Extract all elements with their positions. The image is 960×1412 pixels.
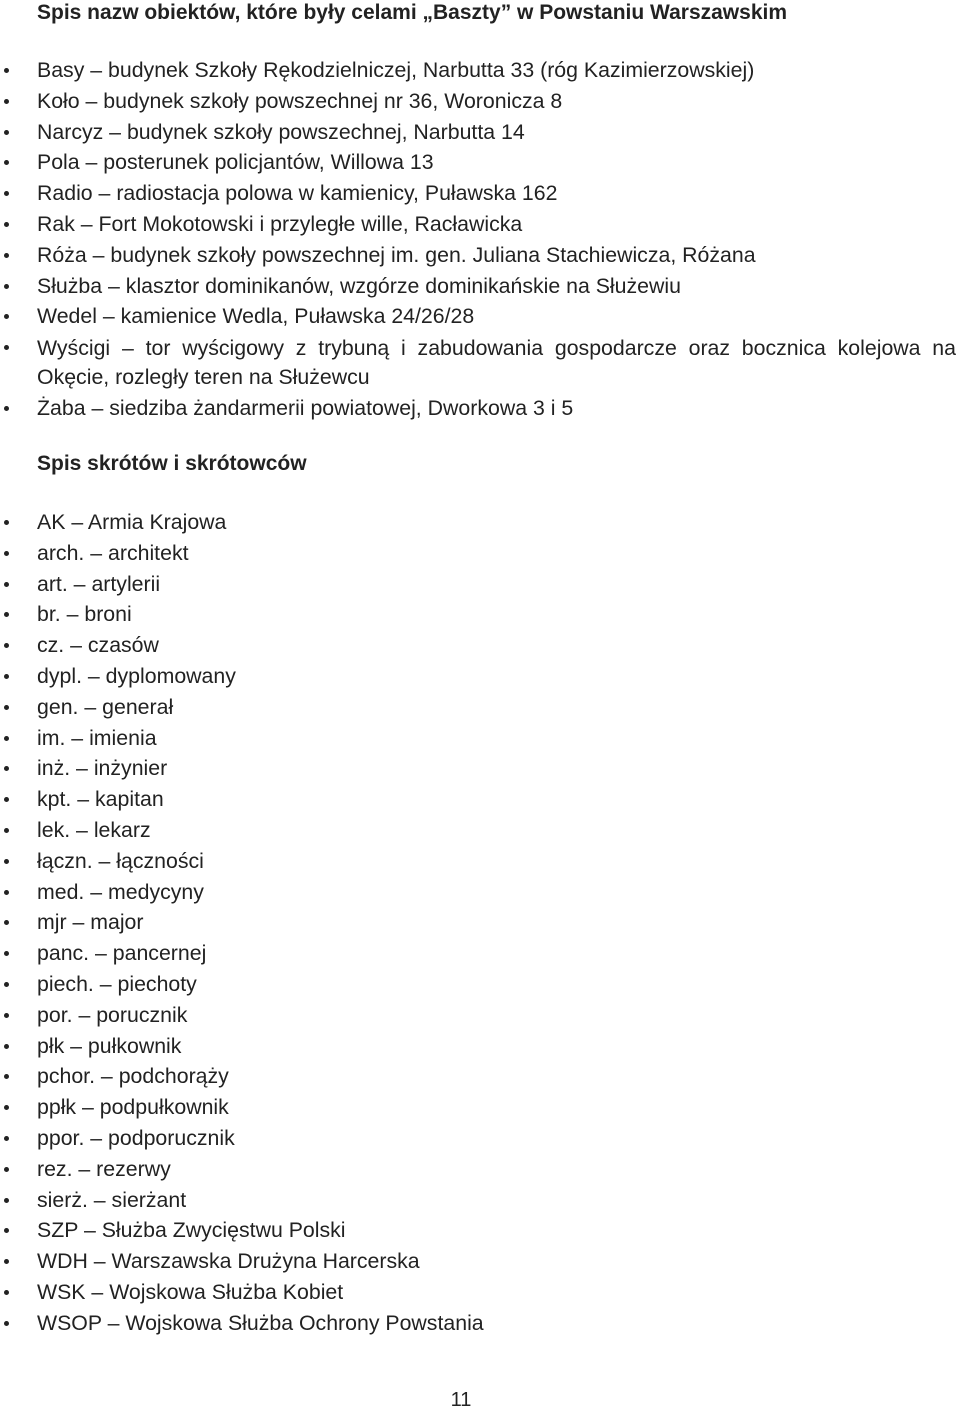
list-item: art. – artylerii [0,569,960,600]
list-item: panc. – pancernej [0,938,960,969]
list-item: im. – imienia [0,723,960,754]
list-item: SZP – Służba Zwycięstwu Polski [0,1215,960,1246]
list-item: WSK – Wojskowa Służba Kobiet [0,1277,960,1308]
list-item: piech. – piechoty [0,969,960,1000]
list-item: AK – Armia Krajowa [0,507,960,538]
abbreviations-list [0,507,960,1339]
list-item: dypl. – dyplomowany [0,661,960,692]
list-item: med. – medycyny [0,877,960,908]
list-item: por. – porucznik [0,1000,960,1031]
list-item: Wyścigi – tor wyścigowy z trybuną i zabudowania gospodarcze oraz bocznica kolejowa na Okęcie, rozległy teren na Służewcu [0,332,960,393]
list-item: ppłk – podpułkownik [0,1092,960,1123]
objects-list [0,55,960,424]
list-item: Żaba – siedziba żandarmerii powiatowej, Dworkowa 3 i 5 [0,393,960,424]
list-item: kpt. – kapitan [0,784,960,815]
list-item: Rak – Fort Mokotowski i przyległe wille, Racławicka [0,209,960,240]
list-item: sierż. – sierżant [0,1185,960,1216]
page-number: 11 [450,1389,472,1411]
list-item: gen. – generał [0,692,960,723]
list-item: inż. – inżynier [0,753,960,784]
list-item: Narcyz – budynek szkoły powszechnej, Narbutta 14 [0,117,960,148]
objects-section-title: Spis nazw obiektów, które były celami „Baszty” w Powstaniu Warszawskim [37,1,788,24]
list-item: Róża – budynek szkoły powszechnej im. gen. Juliana Stachiewicza, Różana [0,240,960,271]
list-item: łączn. – łączności [0,846,960,877]
list-item: Basy – budynek Szkoły Rękodzielniczej, Narbutta 33 (róg Kazimierzowskiej) [0,55,960,86]
list-item: płk – pułkownik [0,1031,960,1062]
list-item: WDH – Warszawska Drużyna Harcerska [0,1246,960,1277]
list-item: Koło – budynek szkoły powszechnej nr 36, Woronicza 8 [0,86,960,117]
list-item: ppor. – podporucznik [0,1123,960,1154]
list-item: br. – broni [0,599,960,630]
list-item: cz. – czasów [0,630,960,661]
list-item: Wedel – kamienice Wedla, Puławska 24/26/28 [0,301,960,332]
list-item: lek. – lekarz [0,815,960,846]
list-item: Radio – radiostacja polowa w kamienicy, Puławska 162 [0,178,960,209]
list-item: mjr – major [0,907,960,938]
list-item: arch. – architekt [0,538,960,569]
list-item: pchor. – podchorąży [0,1061,960,1092]
abbreviations-section-title: Spis skrótów i skrótowców [37,452,307,475]
list-item: rez. – rezerwy [0,1154,960,1185]
list-item: WSOP – Wojskowa Służba Ochrony Powstania [0,1308,960,1339]
list-item: Służba – klasztor dominikanów, wzgórze dominikańskie na Służewiu [0,271,960,302]
list-item: Pola – posterunek policjantów, Willowa 13 [0,147,960,178]
